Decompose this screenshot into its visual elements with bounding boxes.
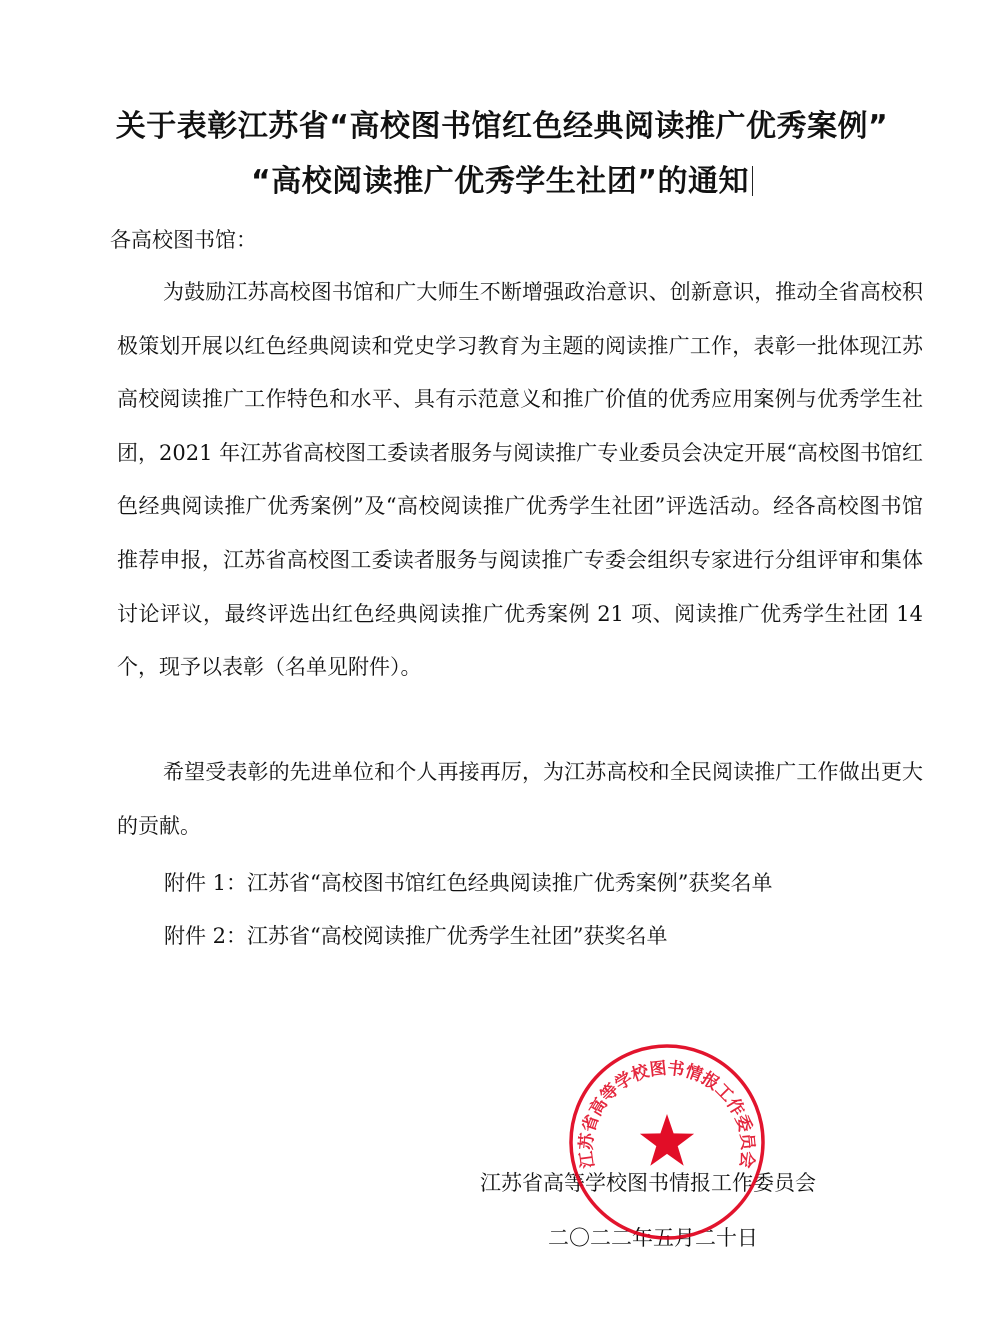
attachment-1: 附件 1：江苏省“高校图书馆红色经典阅读推广优秀案例”获奖名单 [164,871,773,895]
body-paragraph-2: 希望受表彰的先进单位和个人再接再厉，为江苏高校和全民阅读推广工作做出更大的贡献。 [117,760,923,838]
issuer-name: 江苏省高等学校图书情报工作委员会 [480,1171,816,1195]
official-seal [567,1042,767,1242]
seal-text: 江苏省高等学校图书情报工作委员会 [576,1058,758,1170]
star-icon [640,1114,694,1166]
text-cursor [752,166,753,196]
document-title-line-2-wrap [0,156,1004,200]
salutation: 各高校图书馆： [110,228,257,252]
document-title-line-1: 关于表彰江苏省“高校图书馆红色经典阅读推广优秀案例” [115,109,889,144]
issue-date: 二〇二二年五月二十日 [548,1226,758,1250]
attachment-2: 附件 2：江苏省“高校阅读推广优秀学生社团”获奖名单 [164,924,668,948]
document-title-line-2: “高校阅读推广优秀学生社团”的通知 [251,164,749,199]
body-paragraph-1: 为鼓励江苏高校图书馆和广大师生不断增强政治意识、创新意识，推动全省高校积极策划开展以红色经典阅读和党史学习教育为主题的阅读推广工作，表彰一批体现江苏高校阅读推广工作特色和水平、具有示范意义和推广价值的优秀应用案例与优秀学生社团，2021 年江苏省高校图工委读者服务与阅读推广专业委员会决定开展“高校图书馆红色经典阅读推广优秀案例”及“高校阅读推广优秀学生社团”评选活动。经各高校图书馆推荐申报，江苏省高校图工委读者服务与阅读推广专委会组织专家进行分组评审和集体讨论评议，最终评选出红色经典阅读推广优秀案例 21 项、阅读推广优秀学生社团 14 个，现予以表彰（名单见附件）。 [117,280,923,680]
